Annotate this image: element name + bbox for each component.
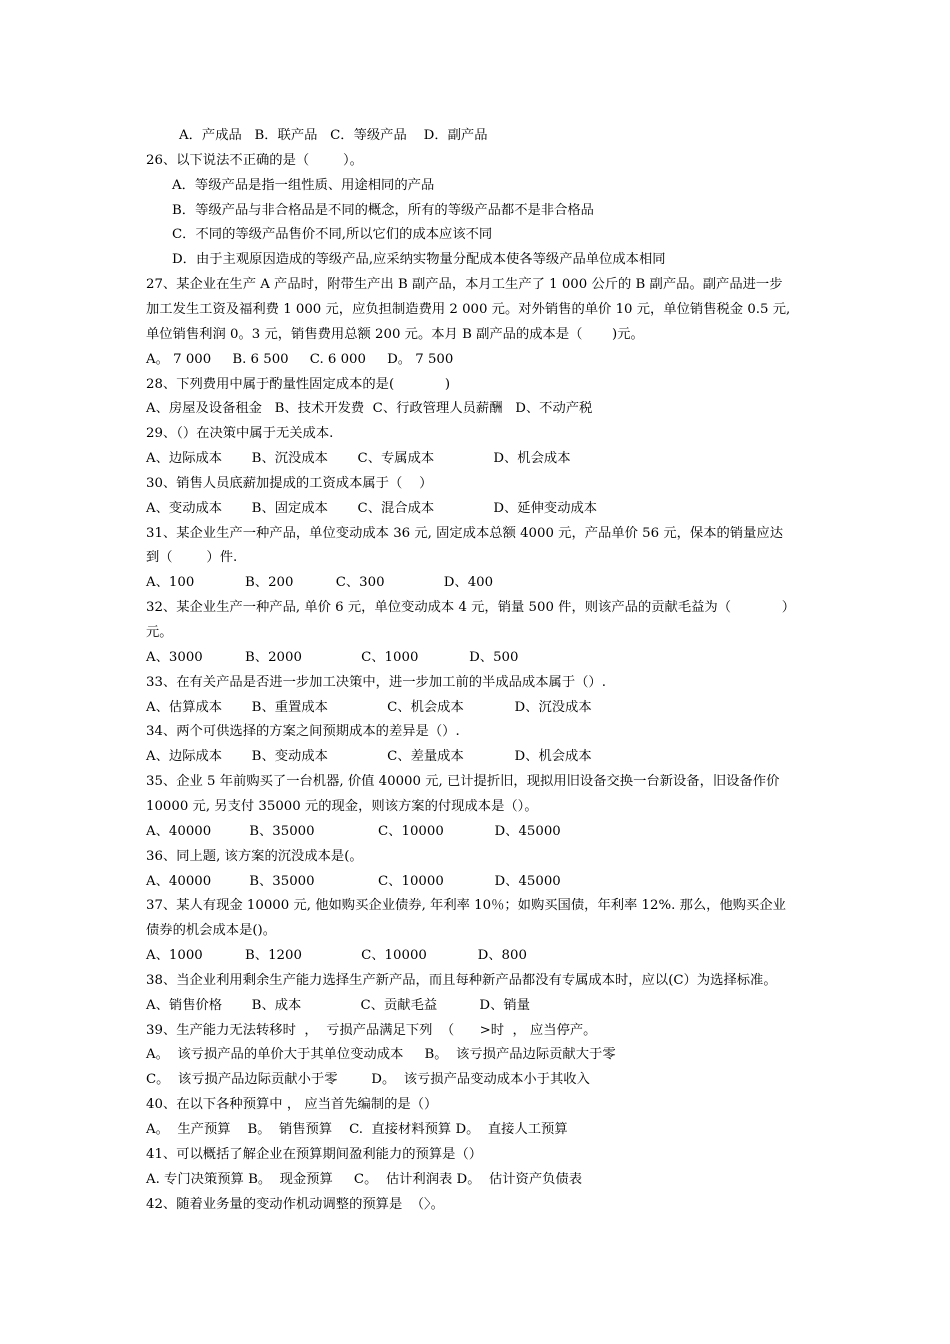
text-line: A、边际成本 B、沉没成本 C、专属成本 D、机会成本 [146, 451, 571, 467]
text-line: 27、某企业在生产 A 产品时，附带生产出 B 副产品，本月工生产了 1 000 公斤的 B 副产品。副产品进一步 [146, 277, 783, 293]
text-line: 26、以下说法不正确的是（ ）。 [146, 152, 363, 168]
text-line: A。 7 000 B. 6 500 C. 6 000 D。 7 500 [146, 351, 454, 367]
text-line: B．等级产品与非合格品是不同的概念，所有的等级产品都不是非合格品 [172, 202, 594, 218]
text-line: 28、下列费用中属于酌量性固定成本的是( ) [146, 376, 451, 392]
text-line: A。 该亏损产品的单价大于其单位变动成本 B。 该亏损产品边际贡献大于零 [146, 1047, 616, 1063]
text-line: 42、随着业务量的变动作机动调整的预算是 （〉。 [146, 1196, 444, 1212]
text-line: 40、在以下各种预算中 ， 应当首先编制的是（） [146, 1097, 438, 1113]
text-line: A. 专门决策预算 B。 现金预算 C。 估计利润表 D。 估计资产负债表 [146, 1171, 583, 1187]
text-line: C。 该亏损产品边际贡献小于零 D。 该亏损产品变动成本小于其收入 [146, 1072, 590, 1088]
text-line: A、变动成本 B、固定成本 C、混合成本 D、延伸变动成本 [146, 500, 598, 516]
text-line: 元。 [146, 625, 173, 640]
text-line: 加工发生工资及福利费 1 000 元，应负担制造费用 2 000 元。对外销售的单价 10 元，单位销售税金 0.5 元, [146, 301, 791, 317]
text-line: A、100 B、200 C、300 D、400 [146, 575, 494, 591]
text-line: 37、某人有现金 10000 元, 他如购买企业债券, 年利率 10％；如购买国债，年利率 12%. 那么，他购买企业 [146, 898, 786, 914]
text-line: 29、（）在决策中属于无关成本. [146, 426, 334, 442]
text-line: A、房屋及设备租金 B、技术开发费 C、行政管理人员薪酬 D、不动产税 [146, 401, 593, 417]
text-line: 41、可以概括了解企业在预算期间盈利能力的预算是（） [146, 1146, 483, 1162]
text-line: 10000 元, 另支付 35000 元的现金，则该方案的付现成本是（）。 [146, 798, 538, 814]
text-line: A、边际成本 B、变动成本 C、差量成本 D、机会成本 [146, 749, 592, 765]
text-line: A、3000 B、2000 C、1000 D、500 [146, 649, 519, 665]
text-line: 33、在有关产品是否进一步加工决策中，进一步加工前的半成品成本属于（）. [146, 674, 606, 690]
text-line: A、40000 B、35000 C、10000 D、45000 [146, 873, 561, 889]
text-line: 债券的机会成本是()。 [146, 923, 277, 939]
text-line: D．由于主观原因造成的等级产品,应采纳实物量分配成本使各等级产品单位成本相同 [172, 252, 666, 268]
text-line: 单位销售利润 0。3 元，销售费用总额 200 元。本月 B 副产品的成本是（ )元。 [146, 326, 644, 342]
text-line: A、销售价格 B、成本 C、贡献毛益 D、销量 [146, 997, 530, 1013]
text-line: A、1000 B、1200 C、10000 D、800 [146, 948, 527, 964]
text-line: A、估算成本 B、重置成本 C、机会成本 D、沉没成本 [146, 699, 592, 715]
text-line: 32、某企业生产一种产品, 单价 6 元，单位变动成本 4 元，销量 500 件，则该产品的贡献毛益为（ ） [146, 600, 796, 616]
text-line: 31、某企业生产一种产品，单位变动成本 36 元, 固定成本总额 4000 元，产品单价 56 元，保本的销量应达 [146, 525, 783, 541]
text-line: 39、生产能力无法转移时 ， 亏损产品满足下列 （ >时 ， 应当停产。 [146, 1022, 597, 1038]
text-line: 36、同上题, 该方案的沉没成本是(。 [146, 848, 363, 864]
text-line: 38、当企业利用剩余生产能力选择生产新产品，而且每种新产品都没有专属成本时，应以(C）为选择标准。 [146, 972, 777, 988]
text-line: A、40000 B、35000 C、10000 D、45000 [146, 823, 561, 839]
text-line: 35、企业 5 年前购买了一台机器, 价值 40000 元, 已计提折旧，现拟用旧设备交换一台新设备，旧设备作价 [146, 774, 780, 790]
text-line: A。 生产预算 B。 销售预算 C. 直接材料预算 D。 直接人工预算 [146, 1122, 568, 1137]
text-line: 34、两个可供选择的方案之间预期成本的差异是（）. [146, 724, 460, 740]
text-line: 到（ ）件. [146, 550, 238, 566]
text-line: C．不同的等级产品售价不同,所以它们的成本应该不同 [172, 227, 493, 243]
text-line: A．等级产品是指一组性质、用途相同的产品 [172, 177, 435, 193]
text-line: A．产成品 B．联产品 C．等级产品 D．副产品 [179, 128, 488, 143]
text-line: 30、销售人员底薪加提成的工资成本属于（ ） [146, 475, 433, 491]
